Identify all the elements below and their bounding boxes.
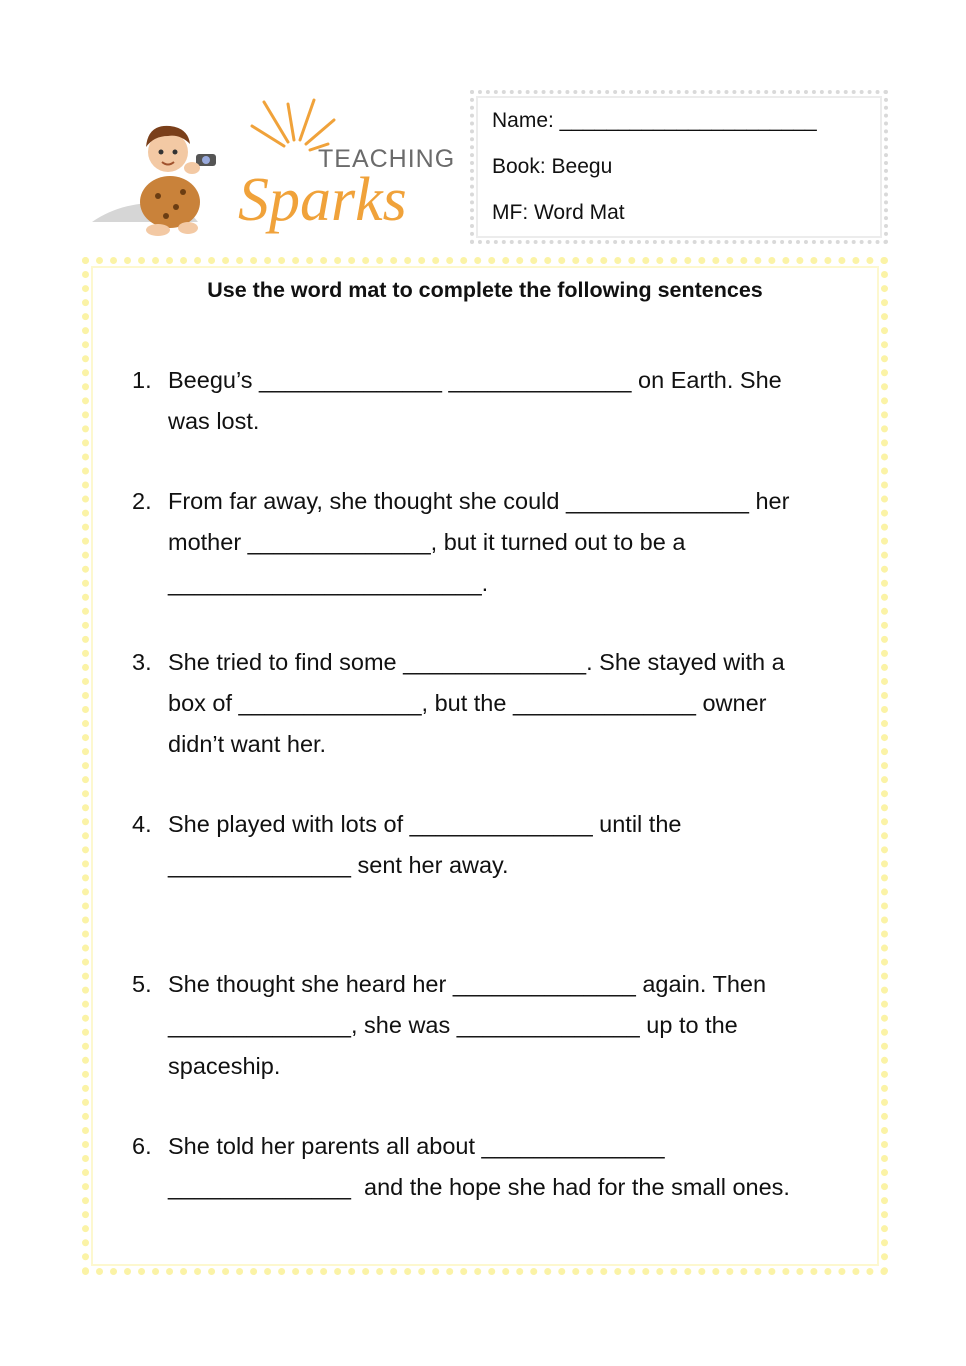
question-line: She thought she heard her ______________ again. Then [168,971,767,997]
question-line: ______________ sent her away. [168,852,509,878]
teaching-sparks-logo [88,92,458,242]
question-number: 5. [132,971,152,997]
question-line: ______________, she was ______________ up to the [168,1012,738,1038]
question-line: ______________ and the hope she had for the small ones. [168,1174,790,1200]
worksheet-box [82,257,888,1275]
question-line: She told her parents all about ______________ [168,1133,665,1159]
worksheet-heading: Use the word mat to complete the following sentences [207,278,763,302]
mf-label: MF: Word Mat [492,201,625,224]
question-line: She tried to find some ______________. She stayed with a [168,649,785,675]
question-line: Beegu’s ______________ ______________ on Earth. She [168,367,782,393]
question-number: 6. [132,1133,152,1159]
question-line: She played with lots of ______________ until the [168,811,682,837]
book-label: Book: Beegu [492,155,613,178]
caveman-mascot-icon [140,126,216,236]
question-line: box of ______________, but the ______________ owner [168,690,767,716]
question-6 [132,1126,862,1208]
logo-sparks-text: Sparks [238,166,407,234]
question-2 [132,481,862,604]
question-4 [132,804,862,886]
question-line: From far away, she thought she could ______________ her [168,488,790,514]
question-1 [132,360,862,442]
question-line: didn’t want her. [168,731,327,757]
question-line: mother ______________, but it turned out to be a [168,529,686,555]
question-number: 4. [132,811,152,837]
question-number: 2. [132,488,152,514]
student-info-box [470,90,888,244]
name-field: Name: ______________________ [492,109,817,132]
question-line: ________________________. [168,570,489,596]
question-line: spaceship. [168,1053,281,1079]
question-number: 1. [132,367,152,393]
logo-teaching-text: TEACHING [318,145,456,173]
question-3 [132,642,862,765]
question-line: was lost. [168,408,260,434]
question-number: 3. [132,649,152,675]
question-5 [132,964,862,1087]
